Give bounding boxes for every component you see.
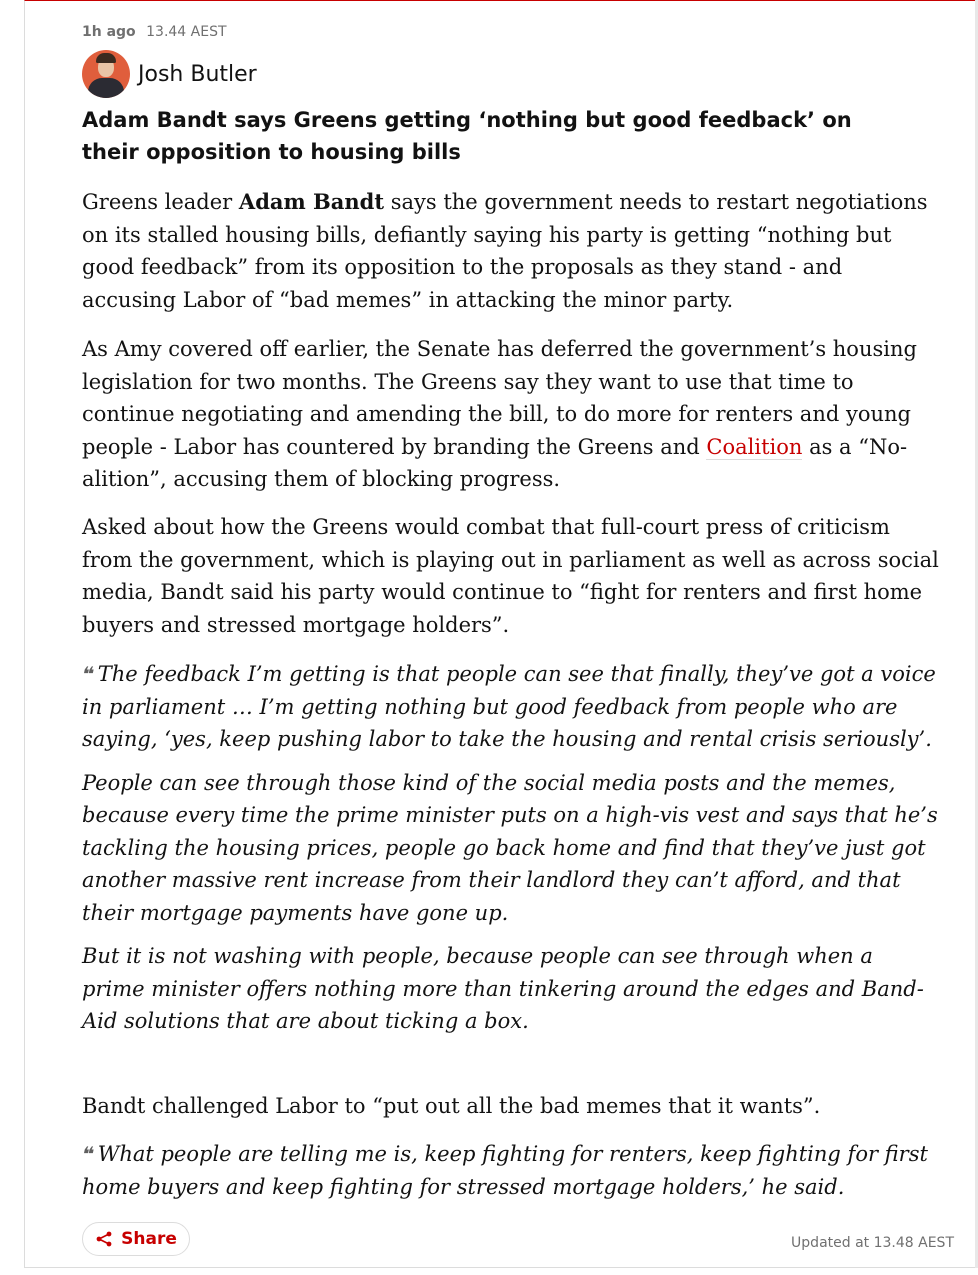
paragraph-2-text-b: as a “No-alition”, accusing them of blocking progress. — [82, 434, 908, 491]
entry-headline: Adam Bandt says Greens getting ‘nothing but good feedback’ on their opposition to housing bills — [82, 108, 852, 164]
blockquote-2-line — [79, 1138, 940, 1203]
blockquote-1-line-1 — [79, 658, 940, 756]
blockquote-1-text-1: The feedback I’m getting is that people can see that finally, they’ve got a voice in parliament … I’m getting nothing but good feedback from people who are saying, ‘yes, keep pushing labor to take the housing and rental crisis seriously’. — [82, 662, 936, 751]
blockquote-2-text: What people are telling me is, keep fighting for renters, keep fighting for first home buyers and keep fighting for stressed mortgage holders,’ he said. — [82, 1142, 928, 1199]
updated-timestamp: Updated at 13.48 AEST — [791, 1235, 954, 1251]
paragraph-1 — [82, 186, 940, 316]
paragraph-2-text-a: As Amy covered off earlier, the Senate has deferred the government’s housing legislation for two months. The Greens say they want to use that time to continue negotiating and amending the bill, to do more for renters and young people - Labor has countered by branding the Greens and — [82, 337, 917, 459]
author-name: Josh Butler — [138, 61, 257, 87]
share-button[interactable] — [82, 1222, 190, 1256]
paragraph-4: Bandt challenged Labor to “put out all the bad memes that it wants”. — [82, 1094, 821, 1118]
paragraph-1-text-a: Greens leader — [82, 190, 239, 214]
timestamp-relative[interactable]: 1h ago — [82, 24, 136, 40]
quote-icon: ❝ — [79, 662, 95, 686]
quote-icon: ❝ — [79, 1142, 95, 1166]
paragraph-1-bold-name: Adam Bandt — [238, 189, 385, 214]
blockquote-2 — [79, 1138, 940, 1203]
paragraph-2 — [82, 333, 940, 496]
timestamp-absolute: 13.44 AEST — [146, 24, 227, 40]
blockquote-1 — [79, 658, 940, 1038]
timestamp[interactable] — [82, 24, 227, 40]
coalition-link[interactable]: Coalition — [706, 434, 803, 459]
author-avatar — [82, 50, 130, 98]
paragraph-1-text-b: says the government needs to restart negotiations on its stalled housing bills, defiantly saying his party is getting “nothing but good feedback” from its opposition to the proposals as they stand - and accusing Labor of “bad memes” in attacking the minor party. — [82, 190, 928, 312]
paragraph-3: Asked about how the Greens would combat that full-court press of criticism from the government, which is playing out in parliament as well as across social media, Bandt said his party would continue to “fight for renters and first home buyers and stressed mortgage holders”. — [82, 515, 939, 637]
byline — [82, 50, 257, 98]
blockquote-1-line-3: But it is not washing with people, because people can see through when a prime minister offers nothing more than tinkering around the edges and Band-Aid solutions that are about ticking a box. — [82, 944, 924, 1033]
share-icon — [95, 1230, 113, 1248]
share-label: Share — [121, 1229, 177, 1249]
blockquote-1-line-2: People can see through those kind of the social media posts and the memes, because every time the prime minister puts on a high-vis vest and says that he’s tackling the housing prices, people go back home and find that they’ve just got another massive rent increase from their landlord they can’t afford, and that their mortgage payments have gone up. — [82, 770, 938, 925]
